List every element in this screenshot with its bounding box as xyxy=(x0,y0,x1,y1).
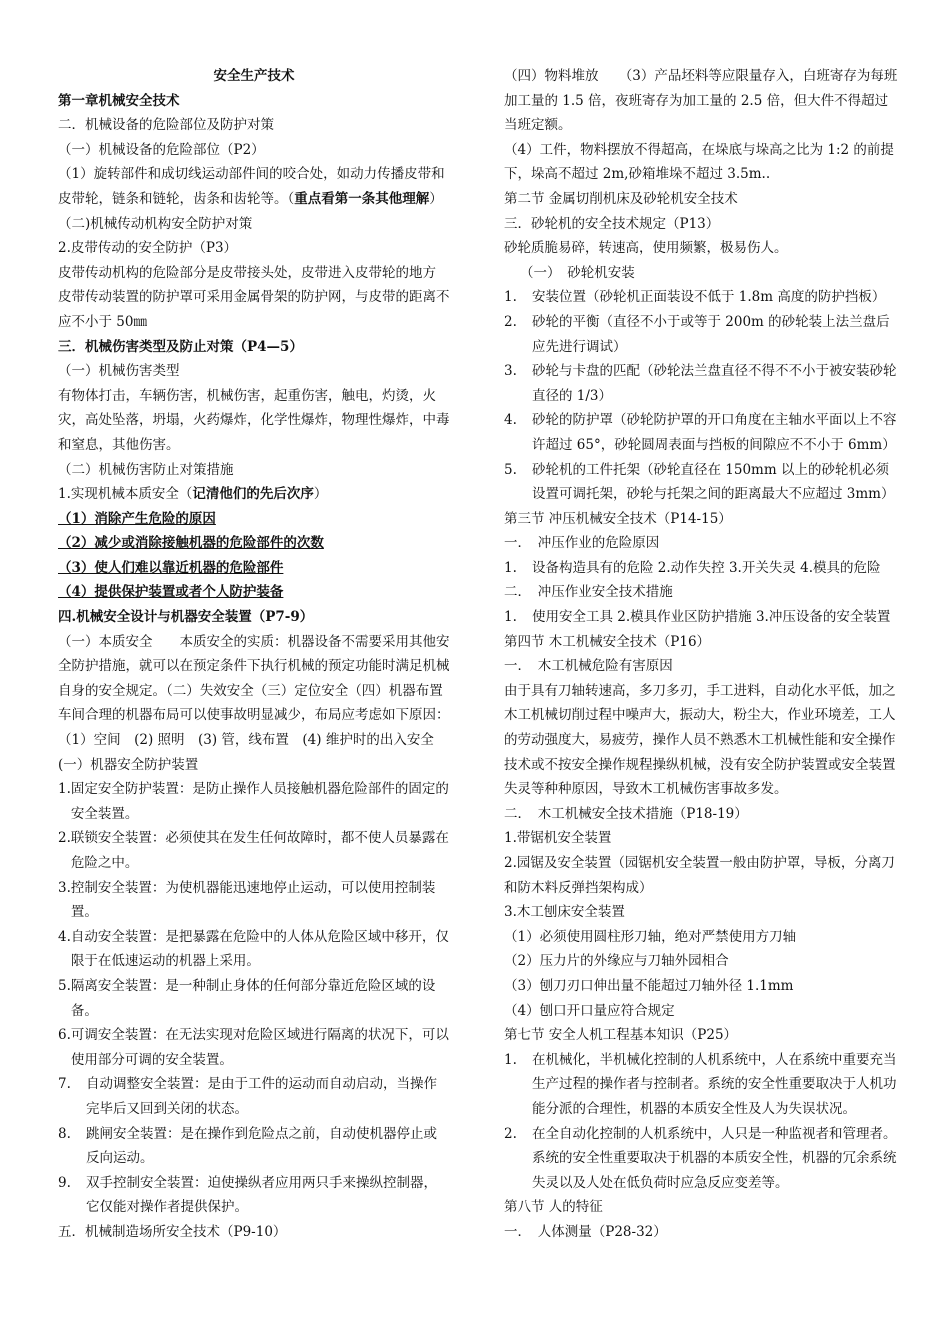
list-item: 2. 砂轮的平衡（直径不小于或等于 200m 的砂轮装上法兰盘后应先进行调试） xyxy=(504,313,890,355)
list-item: 7. 自动调整安全装置：是由于工件的运动而自动启动，当操作完毕后又回到关闭的状态。 xyxy=(58,1076,437,1117)
list-item: （1）必须使用圆柱形刀轴，绝对严禁使用方刀轴 xyxy=(504,928,797,945)
subsection-heading: （一）机械伤害类型 xyxy=(58,363,180,380)
item-heading: 2.园锯及安全装置（园锯机安全装置一般由防护罩，导板，分离刀和防木料反弹挡架构成） xyxy=(504,855,895,896)
left-column xyxy=(58,64,450,1245)
subsection-heading: （一）机械设备的危险部位（P2） xyxy=(58,141,265,158)
section-heading: 二．机械设备的危险部位及防护对策 xyxy=(58,117,274,134)
list-item: 4. 自动安全装置：是把暴露在危险中的人体从危险区域中移开，仅限于在低速运动的机器上采用。 xyxy=(58,928,449,970)
paragraph: 皮带传动装置的防护罩可采用金属骨架的防护网，与皮带的距离不应不小于 50㎜ xyxy=(58,289,450,330)
paragraph: 皮带传动机构的危险部分是皮带接头处，皮带进入皮带轮的地方 xyxy=(58,264,436,281)
order-item: （1）消除产生危险的原因 xyxy=(58,510,216,527)
list-item: （4）刨口开口量应符合规定 xyxy=(504,1002,675,1019)
subsection-heading: 三．砂轮机的安全技术规定（P13） xyxy=(504,215,720,232)
list-item: 1. 设备构造具有的危险 2.动作失控 3.开关失灵 4.模具的危险 xyxy=(504,559,881,576)
section-heading: 第二节 金属切削机床及砂轮机安全技术 xyxy=(504,190,738,207)
subsection-heading: 二． 冲压作业安全技术措施 xyxy=(504,584,673,601)
paragraph: （四）物料堆放 （3）产品坯料等应限量存入，白班寄存为每班加工量的 1.5 倍，夜班寄存为加工量的 2.5 倍，但大件不得超过当班定额。 xyxy=(504,68,898,134)
paragraph: （4）工件，物料摆放不得超高，在垛底与垛高之比为 1:2 的前提下，垛高不超过 2m,砂箱堆垛不超过 3.5m.. xyxy=(504,141,894,183)
paragraph: （1）旋转部件和成切线运动部件间的咬合处，如动力传播皮带和皮带轮，链条和链轮，齿条和齿轮等。（重点看第一条其他理解） xyxy=(58,166,445,207)
item-heading: 3.木工刨床安全装置 xyxy=(504,904,625,921)
list-item: 5. 隔离安全装置：是一种制止身体的任何部分靠近危险区域的设备。 xyxy=(58,977,436,1019)
section-heading: 第八节 人的特征 xyxy=(504,1199,603,1216)
list-item: 6. 可调安全装置：在无法实现对危险区域进行隔离的状况下，可以使用部分可调的安全装置。 xyxy=(58,1027,449,1068)
paragraph: 有物体打击，车辆伤害，机械伤害，起重伤害，触电，灼烫，火灾，高处坠落，坍塌，火药爆炸，化学性爆炸，物理性爆炸，中毒和窒息，其他伤害。 xyxy=(58,387,450,453)
section-heading: 第三节 冲压机械安全技术（P14-15） xyxy=(504,510,732,527)
list-item: 1. 安装位置（砂轮机正面装设不低于 1.8m 高度的防护挡板） xyxy=(504,289,886,306)
list-item: 2. 在全自动化控制的人机系统中，人只是一种监视者和管理者。系统的安全性重要取决于机器的本质安全性，机器的冗余系统失灵以及人处在低负荷时应急反应变差等。 xyxy=(504,1125,897,1191)
list-item: 5. 砂轮机的工件托架（砂轮直径在 150mm 以上的砂轮机必须设置可调托架，砂轮与托架之间的距离最大不应超过 3mm） xyxy=(504,461,895,503)
list-item: 2. 联锁安全装置：必须使其在发生任何故障时，都不使人员暴露在危险之中。 xyxy=(58,830,449,871)
order-item: （3）使人们难以靠近机器的危险部件 xyxy=(58,559,284,576)
list-item: 9. 双手控制安全装置：迫使操纵者应用两只手来操纵控制器，它仅能对操作者提供保护。 xyxy=(58,1174,437,1216)
paragraph: （一）本质安全 本质安全的实质：机器设备不需要采用其他安全防护措施，就可以在预定条件下执行机械的预定功能时满足机械自身的安全规定。（二）失效安全（三）定位安全（四）机器布置车间合理的机器布局可以使事故明显减少，布局应考虑如下原因：（1）空间 (2) 照明 (3) 管，线布置 (4) 维护时的出入安全 xyxy=(58,633,450,749)
paragraph: 由于具有刀轴转速高，多刀多刃，手工进料，自动化水平低，加之木工机械切削过程中噪声大，振动大，粉尘大，作业环境差，工人的劳动强度大，易疲劳，操作人员不熟悉木工机械性能和安全操作技术或不按安全操作规程操纵机械，没有安全防护装置或安全装置失灵等种种原因，导致木工机械伤害事故多发。 xyxy=(504,682,896,798)
subsection-heading: 一． 人体测量（P28-32） xyxy=(504,1223,667,1240)
subsection-heading: 一． 木工机械危险有害原因 xyxy=(504,658,673,675)
list-item: 4. 砂轮的防护罩（砂轮防护罩的开口角度在主轴水平面以上不容许超过 65°，砂轮圆周表面与挡板的间隙应不不小于 6mm） xyxy=(504,412,897,453)
list-item: 1. 在机械化，半机械化控制的人机系统中，人在系统中重要充当生产过程的操作者与控制者。系统的安全性重要取决于人机功能分派的合理性，机器的本质安全性及人为失误状况。 xyxy=(504,1051,897,1117)
subsection-heading: 一． 冲压作业的危险原因 xyxy=(504,535,660,552)
list-item: 3. 砂轮与卡盘的匹配（砂轮法兰盘直径不得不不小于被安装砂轮直径的 1/3） xyxy=(504,363,897,404)
section-heading: 五．机械制造场所安全技术（P9-10） xyxy=(58,1223,287,1240)
document-title: 安全生产技术 xyxy=(213,68,295,84)
order-item: （2）减少或消除接触机器的危险部件的次数 xyxy=(58,535,324,552)
list-item: （3）刨刀刃口伸出量不能超过刀轴外径 1.1mm xyxy=(504,977,794,994)
item-heading: 1.实现机械本质安全（记清他们的先后次序） xyxy=(58,486,328,503)
list-item: （2）压力片的外缘应与刀轴外园相合 xyxy=(504,953,729,970)
paragraph: 砂轮质脆易碎，转速高，使用频繁，极易伤人。 xyxy=(504,240,788,257)
item-heading: 1.带锯机安全装置 xyxy=(504,830,612,847)
emphasis: 记清他们的先后次序 xyxy=(192,486,314,503)
section-heading: 四.机械安全设计与机器安全装置（P7-9） xyxy=(58,609,314,626)
subsection-heading: （二）机械伤害防止对策措施 xyxy=(58,461,234,478)
subsection-heading: 二． 木工机械安全技术措施（P18-19） xyxy=(504,805,748,822)
subsection-heading: （二)机械传动机构安全防护对策 xyxy=(58,215,253,232)
subsection-heading: （一） 砂轮机安装 xyxy=(520,264,635,281)
subsection-heading: (一）机器安全防护装置 xyxy=(58,756,199,773)
list-item: 1. 使用安全工具 2.模具作业区防护措施 3.冲压设备的安全装置 xyxy=(504,609,891,626)
list-item: 3. 控制安全装置：为使机器能迅速地停止运动，可以使用控制装置。 xyxy=(58,879,436,921)
section-heading: 第四节 木工机械安全技术（P16） xyxy=(504,633,711,650)
item-heading: 2.皮带传动的安全防护（P3） xyxy=(58,240,238,257)
order-item: （4）提供保护装置或者个人防护装备 xyxy=(58,584,284,601)
list-item: 8. 跳闸安全装置：是在操作到危险点之前，自动使机器停止或反向运动。 xyxy=(58,1125,437,1167)
section-heading: 第七节 安全人机工程基本知识（P25） xyxy=(504,1027,738,1044)
right-column xyxy=(504,64,898,1245)
emphasis: 重点看第一条其他理解 xyxy=(294,190,430,207)
list-item: 1. 固定安全防护装置：是防止操作人员接触机器危险部件的固定的安全装置。 xyxy=(58,781,449,822)
chapter-heading: 第一章机械安全技术 xyxy=(58,92,180,109)
section-heading: 三．机械伤害类型及防止对策（P4—5） xyxy=(58,338,303,355)
